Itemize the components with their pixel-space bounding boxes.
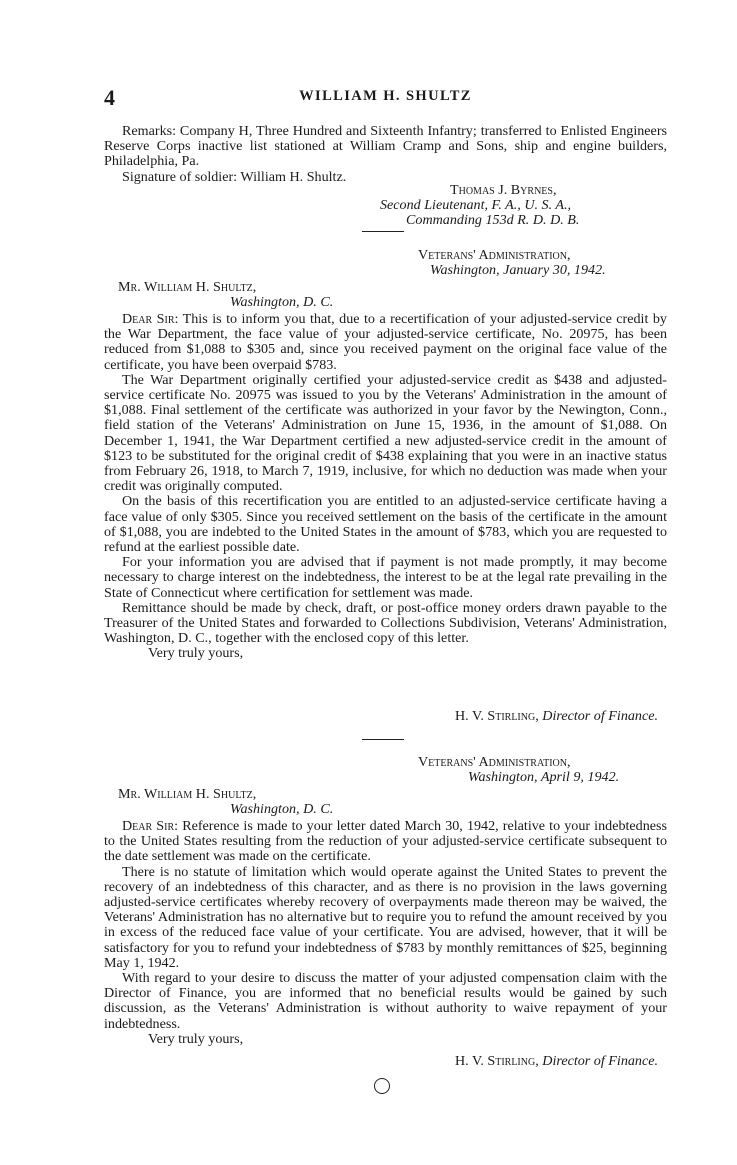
- letter2-signer-title: Director of Finance.: [542, 1053, 658, 1069]
- letter2-address: [104, 787, 667, 817]
- letter1-para1-text: This is to inform you that, due to a recertification of your adjusted-service credit by the War Department, the face value of your adjusted-service certificate, No. 20975, has been reduced from $1,088 to $305 and, since you received payment on the original face value of the certificate, you have been overpaid $783.: [104, 311, 667, 373]
- letter1-para1: [104, 312, 667, 373]
- letter1-closing: Very truly yours,: [148, 645, 244, 662]
- letter2-signer-name: H. V. Stirling,: [455, 1053, 539, 1069]
- letter2-para3: With regard to your desire to discuss the matter of your adjusted compensation claim with the Director of Finance, you are informed that no beneficial results would be gained by such discussion, as the Veterans' Administration is without authority to waive repayment of your indebtedness.: [104, 970, 667, 1032]
- letter1-signer-title: Director of Finance.: [542, 708, 658, 724]
- letter2-para1: [104, 819, 667, 865]
- letter2-signer: [362, 1054, 658, 1069]
- officer-command: Commanding 153d R. D. D. B.: [406, 212, 580, 229]
- letter2-para2: There is no statute of limitation which would operate against the United States to prevent the recovery of an indebtedness of this character, and as there is no provision in the laws governing adjusted-service certificates whereby recovery of overpayments made thereon may be waived, the Veterans' Administration has no alternative but to require you to refund the amount received by you in excess of the reduced face value of your certificate. You are advised, however, that it will be satisfactory for you to refund your indebtedness of $783 by monthly remittances of $25, beginning May 1, 1942.: [104, 863, 667, 971]
- letter2-addressee-name: Mr. William H. Shultz,: [118, 786, 257, 802]
- page-number: 4: [104, 85, 115, 110]
- letter1-addressee-name: Mr. William H. Shultz,: [118, 279, 257, 295]
- letter1-signer-name: H. V. Stirling,: [455, 708, 539, 724]
- running-head: WILLIAM H. SHULTZ: [299, 88, 472, 104]
- letter1-para4: For your information you are advised that if payment is not made promptly, it may become necessary to charge interest on the indebtedness, the interest to be at the legal rate prevailing in the State of Connecticut where certification for settlement was made.: [104, 554, 667, 601]
- letter2-body: [104, 819, 667, 1047]
- letter1-signature: [362, 709, 658, 724]
- section-divider: [362, 231, 404, 232]
- letter1-para2: The War Department originally certified your adjusted-service credit as $438 and adjusted-service certificate No. 20975 was issued to you by the Veterans' Administration in the amount of $1,088. Final settlement of the certificate was authorized in your favor by the Newington, Conn., field station of the Veterans' Administration on June 15, 1936, in the amount of $1,088. On December 1, 1941, the War Department certified a new adjusted-service credit in the amount of $123 to be substituted for the original credit of $438 explaining that you were in an inactive status from February 26, 1918, to March 7, 1919, inclusive, for which no deduction was made when your credit was originally computed.: [104, 371, 667, 495]
- letter2-heading: [418, 755, 667, 785]
- letter1-para5: Remittance should be made by check, draft, or post-office money orders drawn payable to the Treasurer of the United States and forwarded to Collections Subdivision, Veterans' Administration, Washington, D. C., together with the enclosed copy of this letter.: [104, 599, 667, 647]
- letter2-para1-text: Reference is made to your letter dated March 30, 1942, relative to your indebtedness to the United States resulting from the reduction of your adjusted-service certificate subsequent to the date settlement was made on the certificate.: [104, 818, 667, 865]
- letter1-signer: [362, 709, 658, 724]
- remarks-text: Remarks: Company H, Three Hundred and Sixteenth Infantry; transferred to Enlisted Engineers Reserve Corps inactive list stationed at William Cramp and Sons, ship and engine builders, Philadelphia, Pa.: [104, 123, 667, 170]
- letter2-salutation: Dear Sir:: [122, 818, 179, 834]
- letter1-body: [104, 312, 667, 662]
- letter2-closing: Very truly yours,: [148, 1030, 244, 1047]
- letter1-para3: On the basis of this recertification you are entitled to an adjusted-service certificate having a face value of only $305. Since you received settlement on the basis of the certificate in the amount of $1,088, you are indebted to the United States in the amount of $783, which you are requested to refund at the earliest possible date.: [104, 493, 667, 556]
- signature-line: Signature of soldier: William H. Shultz.: [122, 168, 347, 185]
- officer-rank: Second Lieutenant, F. A., U. S. A.,: [380, 197, 572, 214]
- letter2-addressee-place: Washington, D. C.: [230, 801, 334, 818]
- end-circle-mark: [374, 1078, 390, 1094]
- letter1-agency: Veterans' Administration,: [418, 247, 571, 263]
- officer-name: Thomas J. Byrnes,: [450, 182, 557, 198]
- letter2-signature: [362, 1054, 658, 1069]
- letter2-date: Washington, April 9, 1942.: [468, 769, 620, 786]
- page-header: [104, 86, 667, 110]
- letter1-date: Washington, January 30, 1942.: [430, 262, 606, 279]
- remarks-section: [104, 124, 667, 185]
- officer-signature: [380, 183, 656, 229]
- section-divider-2: [362, 739, 404, 740]
- letter1-salutation: Dear Sir:: [122, 311, 179, 327]
- letter1-address: [104, 280, 667, 310]
- letter2-agency: Veterans' Administration,: [418, 754, 571, 770]
- letter1-heading: [418, 248, 667, 278]
- letter1-addressee-place: Washington, D. C.: [230, 294, 334, 311]
